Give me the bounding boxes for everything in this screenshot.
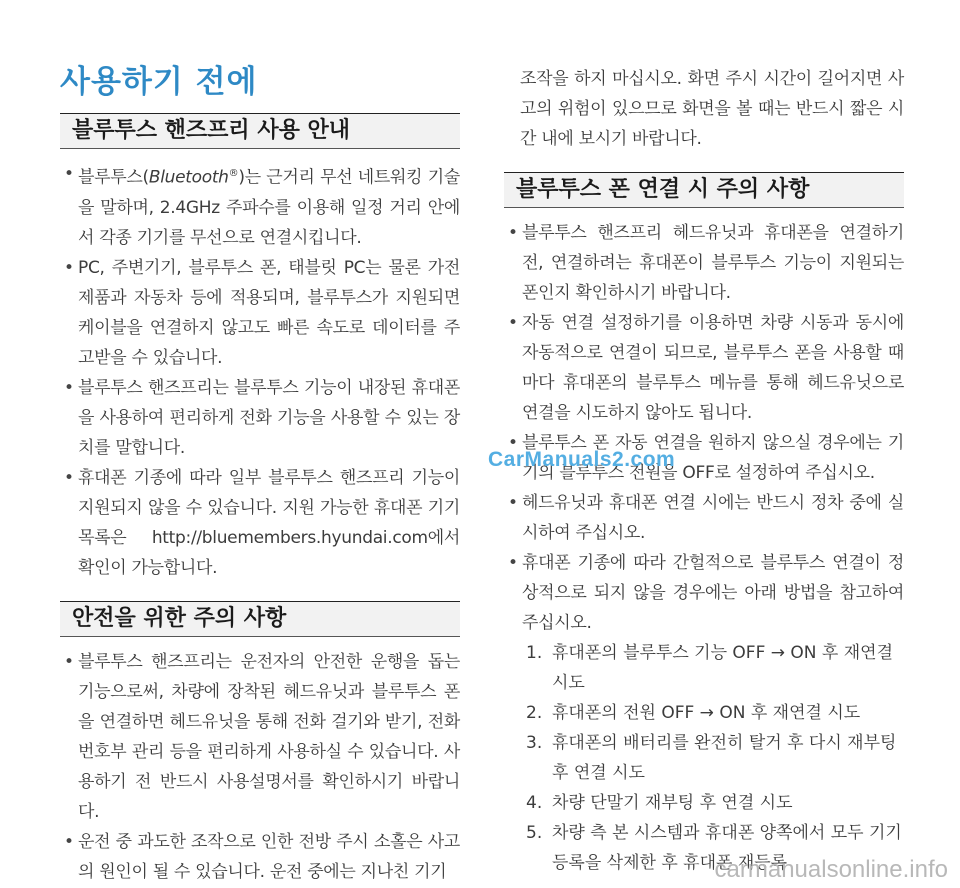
- bullet-item: • 블루투스 핸즈프리 헤드유닛과 휴대폰을 연결하기 전, 연결하려는 휴대폰이 블루투스 기능이 지원되는 폰인지 확인하시기 바랍니다.: [504, 218, 904, 308]
- bullet-item: • PC, 주변기기, 블루투스 폰, 태블릿 PC는 물론 가전제품과 자동차 등에 적용되며, 블루투스가 지원되면 케이블을 연결하지 않고도 빠른 속도로 데이터를 주고받을 수 있습니다.: [60, 253, 460, 373]
- bullet-item: • 자동 연결 설정하기를 이용하면 차량 시동과 동시에 자동적으로 연결이 되므로, 블루투스 폰을 사용할 때마다 휴대폰의 블루투스 메뉴를 통해 헤드유닛으로 연결을 시도하지 않아도 됩니다.: [504, 308, 904, 428]
- watermark-bottom: carmanualsonline.info: [714, 856, 948, 883]
- bullet-item: • 블루투스 핸즈프리는 운전자의 안전한 운행을 돕는 기능으로써, 차량에 장착된 헤드유닛과 블루투스 폰을 연결하면 헤드유닛을 통해 전화 걸기와 받기, 전화번호부 관리 등을 편리하게 사용하실 수 있습니다. 사용하기 전 반드시 사용설명서를 확인하시기 바랍니다.: [60, 647, 460, 827]
- safety-continuation: 조작을 하지 마십시오. 화면 주시 시간이 길어지면 사고의 위험이 있으므로 화면을 볼 때는 반드시 짧은 시간 내에 보시기 바랍니다.: [520, 69, 904, 149]
- section-title-phone-connect: 블루투스 폰 연결 시 주의 사항: [504, 172, 904, 208]
- bullet-item: • 블루투스 핸즈프리는 블루투스 기능이 내장된 휴대폰을 사용하여 편리하게 전화 기능을 사용할 수 있는 장치를 말합니다.: [60, 373, 460, 463]
- step-item: 5. 차량 측 본 시스템과 휴대폰 양쪽에서 모두 기기 등록을 삭제한 후 휴대폰 재등록: [526, 823, 902, 873]
- page-title: 사용하기 전에: [60, 64, 258, 100]
- section-title-safety: 안전을 위한 주의 사항: [60, 601, 460, 637]
- left-column: [60, 113, 460, 887]
- step-item: 3. 휴대폰의 배터리를 완전히 탈거 후 다시 재부팅 후 연결 시도: [526, 733, 897, 783]
- bullet-item: • 블루투스(Bluetooth®)는 근거리 무선 네트워킹 기술을 말하며, 2.4GHz 주파수를 이용해 일정 거리 안에서 각종 기기를 무선으로 연결시킵니다.: [60, 159, 460, 253]
- section-title-handsfree: 블루투스 핸즈프리 사용 안내: [60, 113, 460, 149]
- bullet-item: • 블루투스 폰 자동 연결을 원하지 않으실 경우에는 기기의 블루투스 전원을 OFF로 설정하여 주십시오.: [504, 428, 904, 488]
- bullet-item: • 휴대폰 기종에 따라 간헐적으로 블루투스 연결이 정상적으로 되지 않을 경우에는 아래 방법을 참고하여 주십시오.: [504, 548, 904, 638]
- step-item: 4. 차량 단말기 재부팅 후 연결 시도: [526, 793, 793, 813]
- bullet-item: • 휴대폰 기종에 따라 일부 블루투스 핸즈프리 기능이 지원되지 않을 수 있습니다. 지원 가능한 휴대폰 기기 목록은 http://bluemembers.hyundai.com에서 확인이 가능합니다.: [60, 463, 460, 583]
- watermark-middle: CarManuals2.com: [488, 448, 676, 471]
- step-item: 2. 휴대폰의 전원 OFF → ON 후 재연결 시도: [526, 703, 861, 723]
- troubleshooting-steps: [504, 638, 904, 878]
- step-item: 1. 휴대폰의 블루투스 기능 OFF → ON 후 재연결 시도: [526, 643, 894, 693]
- bullet-item: • 헤드유닛과 휴대폰 연결 시에는 반드시 정차 중에 실시하여 주십시오.: [504, 488, 904, 548]
- bullet-item: • 운전 중 과도한 조작으로 인한 전방 주시 소홀은 사고의 원인이 될 수 있습니다. 운전 중에는 지나친 기기: [60, 827, 460, 887]
